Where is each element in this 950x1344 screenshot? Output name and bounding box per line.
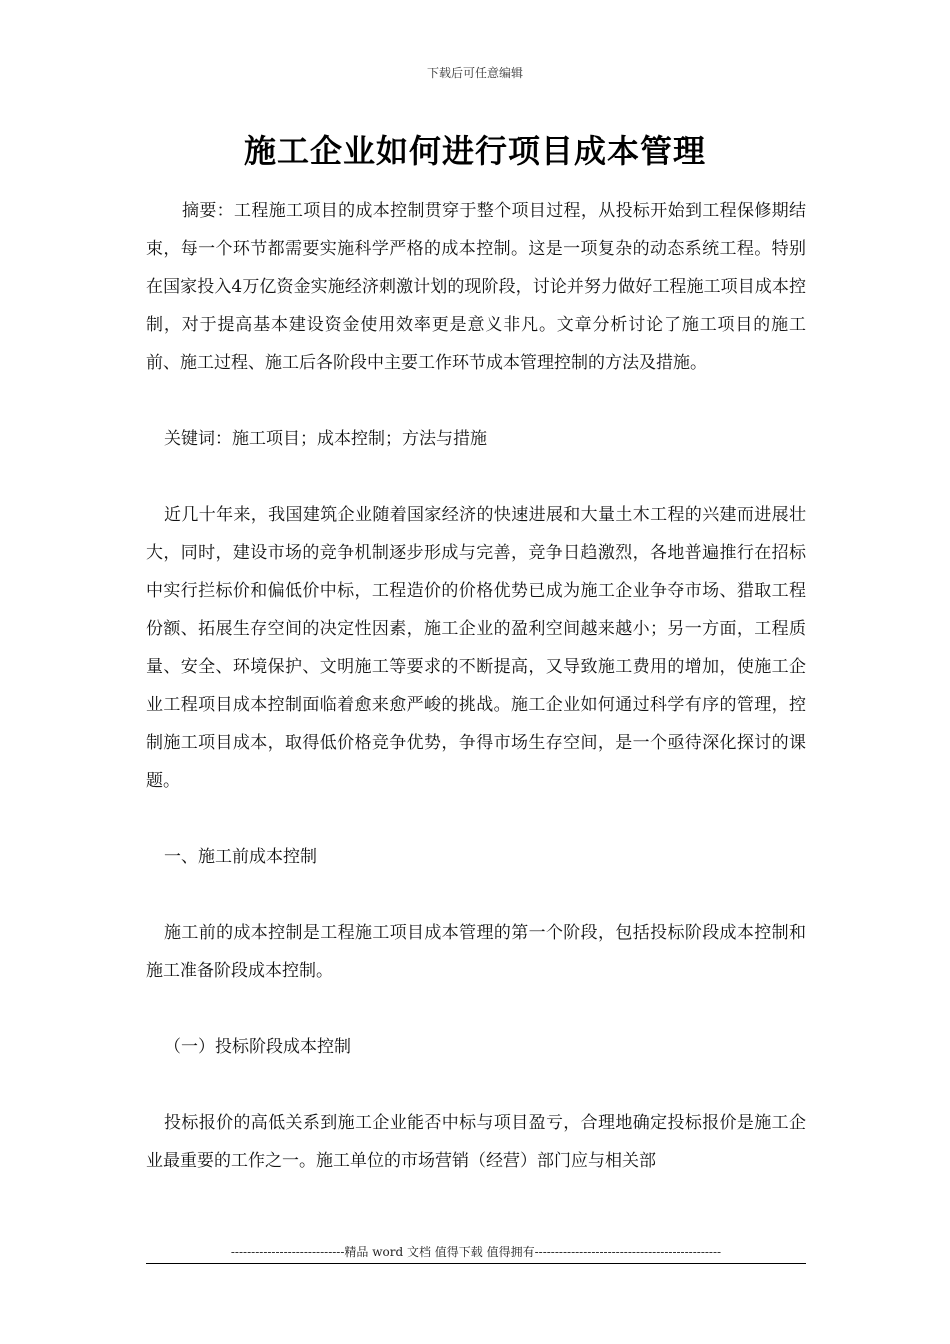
intro-paragraph: 近几十年来，我国建筑企业随着国家经济的快速进展和大量土木工程的兴建而进展壮大，同时，建设市场的竞争机制逐步形成与完善，竞争日趋激烈，各地普遍推行在招标中实行拦标价和偏低价中标，工程造价的价格优势已成为施工企业争夺市场、猎取工程份额、拓展生存空间的决定性因素，施工企业的盈利空间越来越小；另一方面，工程质量、安全、环境保护、文明施工等要求的不断提高，又导致施工费用的增加，使施工企业工程项目成本控制面临着愈来愈严峻的挑战。施工企业如何通过科学有序的管理，控制施工项目成本，取得低价格竞争优势，争得市场生存空间，是一个亟待深化探讨的课题。	[146, 505, 806, 791]
keywords-line: 关键词：施工项目；成本控制；方法与措施	[164, 429, 487, 449]
subsection-heading: （一）投标阶段成本控制	[164, 1037, 351, 1057]
section-heading: 一、施工前成本控制	[164, 847, 317, 867]
paragraph-spacer	[146, 876, 806, 914]
paragraph-spacer	[146, 990, 806, 1028]
footer-note: ----------------------------精品 word 文档 值得下载 值得拥有----------------------------------------------	[230, 1245, 722, 1259]
subsection-paragraph: 投标报价的高低关系到施工企业能否中标与项目盈亏，合理地确定投标报价是施工企业最重要的工作之一。施工单位的市场营销（经营）部门应与相关部	[146, 1113, 806, 1171]
paragraph-spacer	[146, 1066, 806, 1104]
section-paragraph: 施工前的成本控制是工程施工项目成本管理的第一个阶段，包括投标阶段成本控制和施工准备阶段成本控制。	[146, 923, 806, 981]
paragraph-spacer	[146, 800, 806, 838]
document-title: 施工企业如何进行项目成本管理	[243, 132, 706, 170]
footer-divider	[146, 1263, 806, 1264]
paragraph-spacer	[146, 458, 806, 496]
header-note: 下载后可任意编辑	[426, 66, 523, 80]
document-body	[146, 192, 806, 1180]
abstract-paragraph: 摘要：工程施工项目的成本控制贯穿于整个项目过程，从投标开始到工程保修期结束，每一个环节都需要实施科学严格的成本控制。这是一项复杂的动态系统工程。特别在国家投入4万亿资金实施经济刺激计划的现阶段，讨论并努力做好工程施工项目成本控制，对于提高基本建设资金使用效率更是意义非凡。文章分析讨论了施工项目的施工前、施工过程、施工后各阶段中主要工作环节成本管理控制的方法及措施。	[146, 201, 806, 373]
paragraph-spacer	[146, 382, 806, 420]
